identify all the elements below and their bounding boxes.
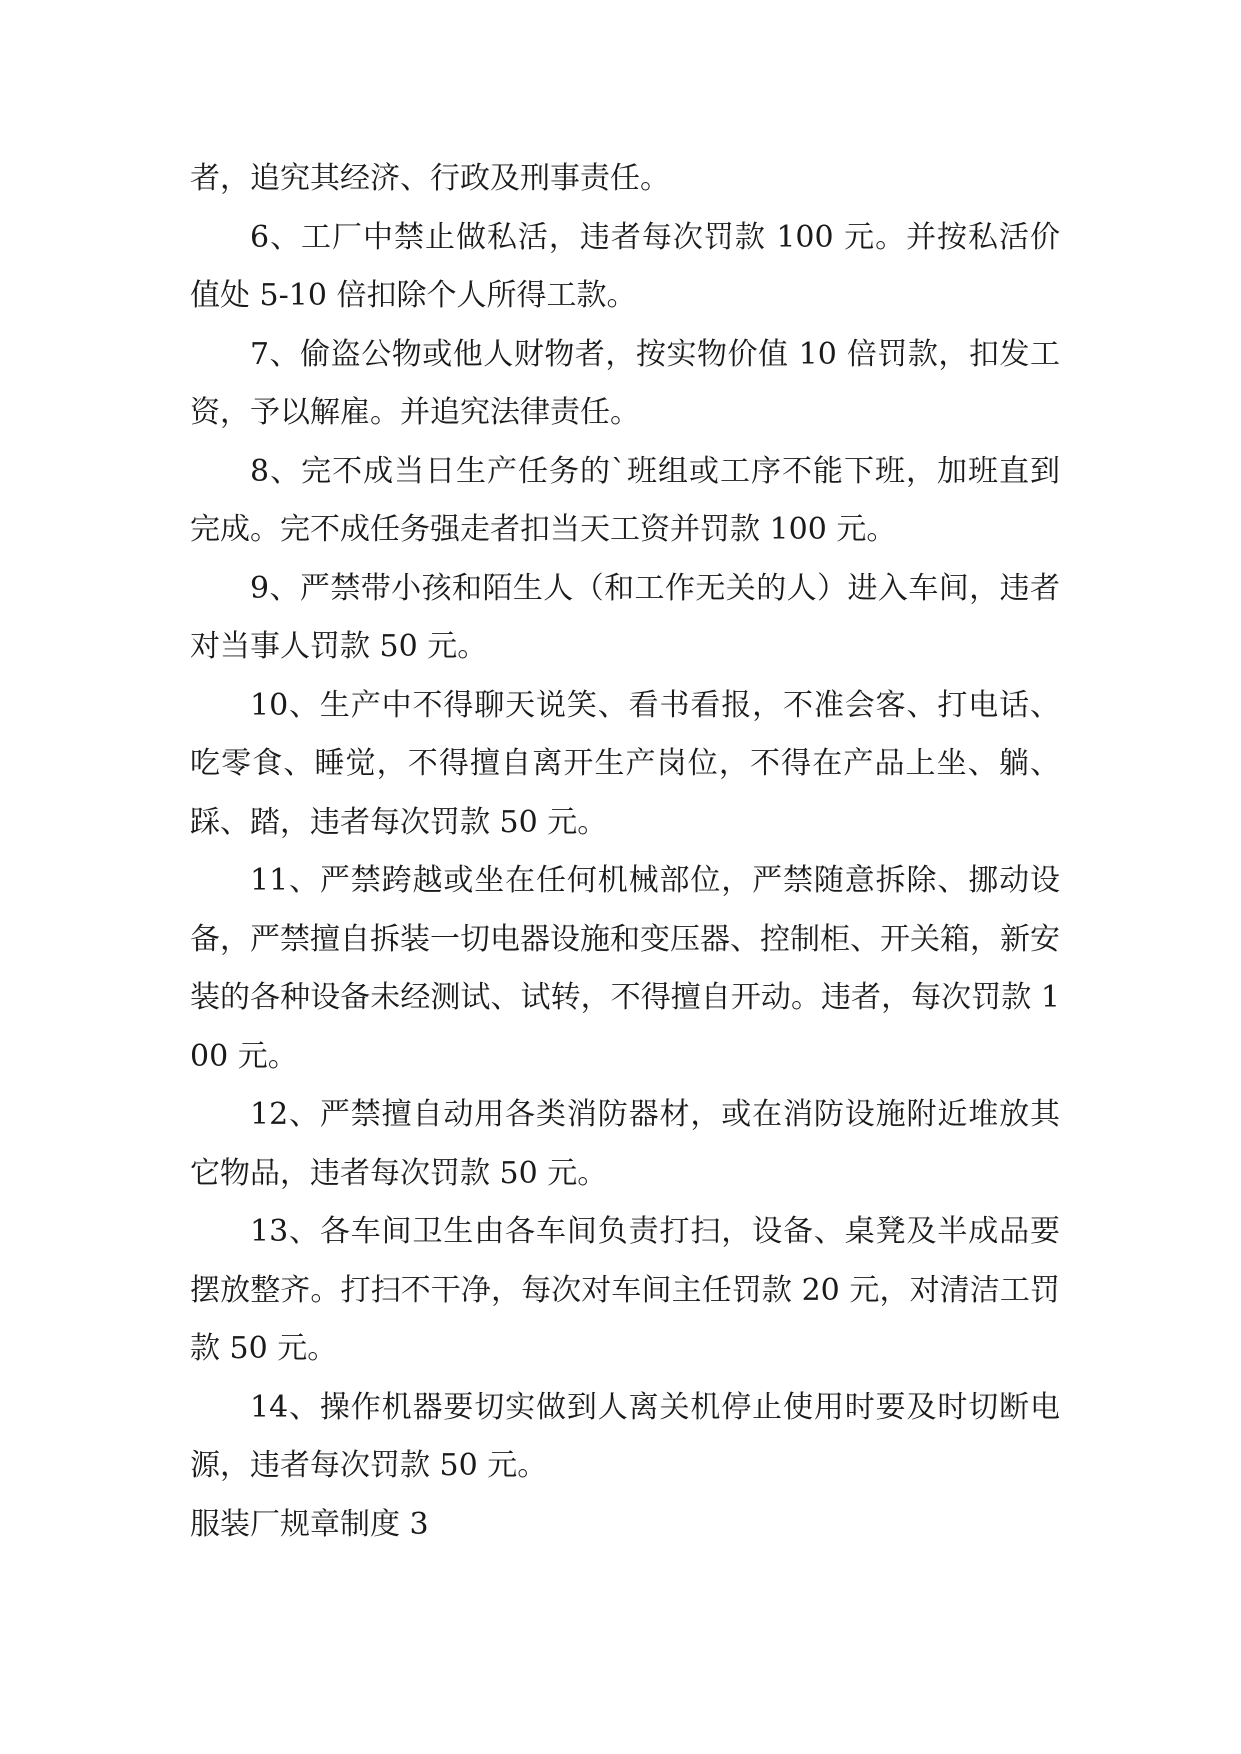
- section-heading: 服装厂规章制度 3: [190, 1506, 429, 1542]
- paragraph-continuation: 者，追究其经济、行政及刑事责任。: [190, 161, 670, 196]
- rule-item-11: 11、严禁跨越或坐在任何机械部位，严禁随意拆除、挪动设备，严禁擅自拆装一切电器设施和变压器、控制柜、开关箱，新安装的各种设备未经测试、试转，不得擅自开动。违者，每次罚款 100 元。: [190, 863, 1060, 1074]
- rule-item-6: 6、工厂中禁止做私活，违者每次罚款 100 元。并按私活价值处 5-10 倍扣除个人所得工款。: [190, 219, 1060, 313]
- document-body: [190, 150, 1060, 1554]
- rule-item-13: 13、各车间卫生由各车间负责打扫，设备、桌凳及半成品要摆放整齐。打扫不干净，每次对车间主任罚款 20 元，对清洁工罚款 50 元。: [190, 1214, 1060, 1366]
- rule-item-9: 9、严禁带小孩和陌生人（和工作无关的人）进入车间，违者对当事人罚款 50 元。: [190, 570, 1060, 664]
- rule-item-12: 12、严禁擅自动用各类消防器材，或在消防设施附近堆放其它物品，违者每次罚款 50 元。: [190, 1097, 1060, 1191]
- rule-item-7: 7、偷盗公物或他人财物者，按实物价值 10 倍罚款，扣发工资，予以解雇。并追究法律责任。: [190, 336, 1060, 430]
- rule-item-14: 14、操作机器要切实做到人离关机停止使用时要及时切断电源，违者每次罚款 50 元。: [190, 1389, 1060, 1483]
- rule-item-10: 10、生产中不得聊天说笑、看书看报，不准会客、打电话、吃零食、睡觉，不得擅自离开生产岗位，不得在产品上坐、躺、踩、踏，违者每次罚款 50 元。: [190, 687, 1060, 840]
- rule-item-8: 8、完不成当日生产任务的`班组或工序不能下班，加班直到完成。完不成任务强走者扣当天工资并罚款 100 元。: [190, 453, 1060, 547]
